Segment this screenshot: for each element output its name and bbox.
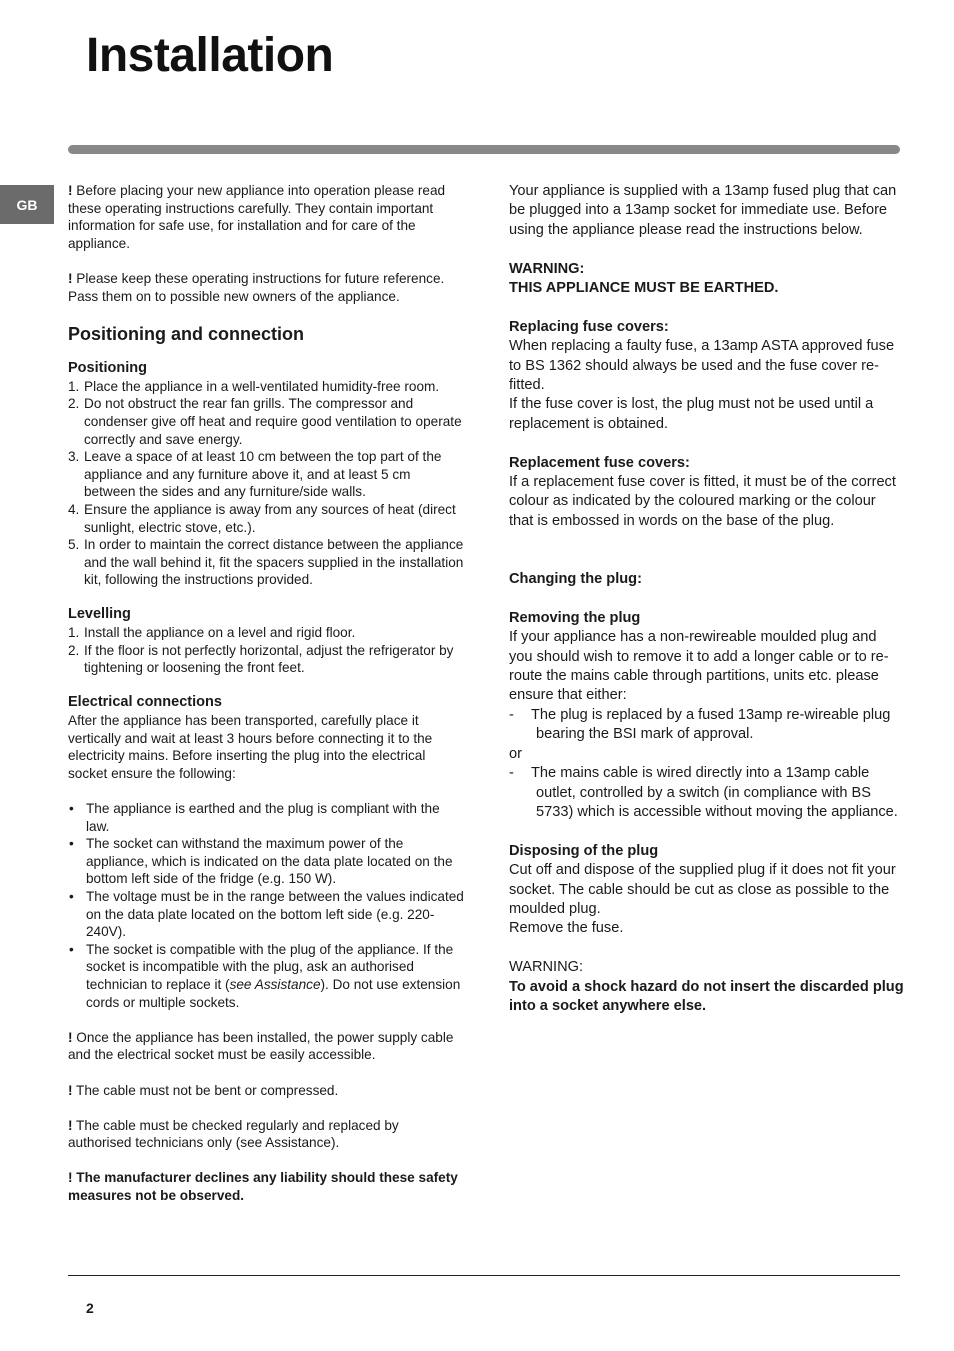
list-item: • The socket is compatible with the plug of the appliance. If the socket is incompatible with the plug, ask an authorised technician to replace it (see Assistance). Do not use extension cords or multiple sockets. — [69, 941, 461, 1010]
replacing-heading: Replacing fuse covers: — [509, 318, 669, 335]
replacement-heading: Replacement fuse covers: — [509, 454, 690, 471]
warning-mark: ! — [68, 1082, 73, 1098]
list-item: • The voltage must be in the range between the values indicated on the data plate located on the bottom left side (e.g. 220-240V). — [69, 888, 464, 940]
list-item: 3. Leave a space of at least 10 cm between the top part of the appliance and any furniture above it, and at least 5 cm between the sides and any furniture/side walls. — [68, 449, 442, 500]
warning-mark: ! — [68, 1117, 73, 1133]
electrical-intro: After the appliance has been transported, carefully place it vertically and wait at least 3 hours before connecting it to the electricity mains. Before inserting the plug into the electrical socket ensure the following: — [68, 713, 433, 781]
title-divider — [68, 145, 900, 154]
disposing-text: Cut off and dispose of the supplied plug if it does not fit your socket. The cable should be cut as close as possible to the moulded plug. — [509, 862, 896, 917]
warning-mark: ! — [68, 270, 73, 286]
intro-note-1 — [68, 182, 464, 252]
left-column — [68, 182, 464, 1205]
list-item: 5. In order to maintain the correct distance between the appliance and the wall behind it, fit the spacers supplied in the installation kit, following the instructions provided. — [68, 537, 464, 588]
warning2-label: WARNING: — [509, 959, 584, 976]
note-accessible: ! Once the appliance has been installed, the power supply cable and the electrical socket must be easily accessible. — [68, 1029, 454, 1063]
positioning-heading: Positioning — [68, 360, 147, 377]
list-item: 4. Ensure the appliance is away from any sources of heat (direct sunlight, electric stove, etc.). — [68, 501, 456, 535]
list-item: 1. Place the appliance in a well-ventilated humidity-free room. — [68, 378, 440, 394]
positioning-list — [68, 378, 464, 589]
list-item: 2. If the floor is not perfectly horizontal, adjust the refrigerator by tightening or loosening the front feet. — [68, 642, 454, 676]
liability-note: ! The manufacturer declines any liability should these safety measures not be observed. — [68, 1170, 458, 1204]
page-title: Installation — [86, 29, 334, 82]
removing-text: If your appliance has a non-rewireable moulded plug and you should wish to remove it to add a longer cable or to re-route the mains cable through partitions, units etc. please ensure that either: — [509, 629, 889, 704]
language-tab: GB — [0, 185, 54, 224]
disposing-heading: Disposing of the plug — [509, 842, 659, 859]
replacement-text: If a replacement fuse cover is fitted, it must be of the correct colour as indicated by the coloured marking or the colour that is embossed in words on the base of the plug. — [509, 474, 896, 529]
intro-note-1-text: Before placing your new appliance into operation please read these operating instructions carefully. They contain important information for safe use, for installation and for care of the appliance. — [68, 183, 446, 251]
list-item: - The mains cable is wired directly into a 13amp cable outlet, controlled by a switch (in compliance with BS 5733) which is accessible without moving the appliance. — [509, 765, 898, 820]
option-list-1 — [509, 706, 904, 745]
intro-note-2-text: Please keep these operating instructions for future reference. Pass them on to possible new owners of the appliance. — [68, 270, 445, 304]
right-column — [509, 182, 904, 1016]
list-item: • The appliance is earthed and the plug is compliant with the law. — [69, 801, 440, 834]
warning-label: WARNING: — [509, 260, 585, 277]
levelling-heading: Levelling — [68, 606, 131, 623]
replacing-text: When replacing a faulty fuse, a 13amp ASTA approved fuse to BS 1362 should always be used and the fuse cover re-fitted. — [509, 338, 895, 394]
note-cable-bent: ! The cable must not be bent or compressed. — [68, 1082, 339, 1098]
warning-mark: ! — [68, 183, 73, 198]
page-number: 2 — [86, 1300, 94, 1316]
electrical-checklist — [68, 800, 464, 1011]
intro-note-2 — [68, 270, 464, 305]
list-item: • The socket can withstand the maximum power of the appliance, which is indicated on the data plate located on the bottom left side of the fridge (e.g. 150 W). — [69, 836, 453, 887]
or-text: or — [509, 745, 522, 762]
warning-earthed: THIS APPLIANCE MUST BE EARTHED. — [509, 280, 779, 297]
warning2-text: To avoid a shock hazard do not insert the discarded plug into a socket anywhere else. — [509, 978, 904, 1014]
option-list-2 — [509, 764, 904, 822]
disposing-text-2: Remove the fuse. — [509, 920, 624, 937]
note-cable-check: ! The cable must be checked regularly and replaced by authorised technicians only (see Assistance). — [68, 1117, 399, 1151]
electrical-heading: Electrical connections — [68, 694, 222, 711]
warning-mark: ! — [68, 1029, 73, 1045]
list-item: 2. Do not obstruct the rear fan grills. The compressor and condenser give off heat and require good ventilation to operate correctly and save energy. — [68, 396, 462, 447]
replacing-text-2: If the fuse cover is lost, the plug must not be used until a replacement is obtained. — [509, 396, 874, 432]
removing-heading: Removing the plug — [509, 609, 641, 626]
changing-heading: Changing the plug: — [509, 571, 642, 588]
plug-intro: Your appliance is supplied with a 13amp fused plug that can be plugged into a 13amp socket for immediate use. Before using the appliance please read the instructions below. — [509, 183, 897, 238]
list-item: - The plug is replaced by a fused 13amp re-wireable plug bearing the BSI mark of approval. — [509, 706, 891, 743]
footer-divider — [68, 1275, 900, 1276]
levelling-list — [68, 624, 464, 677]
section-title: Positioning and connection — [68, 324, 304, 345]
list-item: 1. Install the appliance on a level and rigid floor. — [68, 625, 356, 641]
